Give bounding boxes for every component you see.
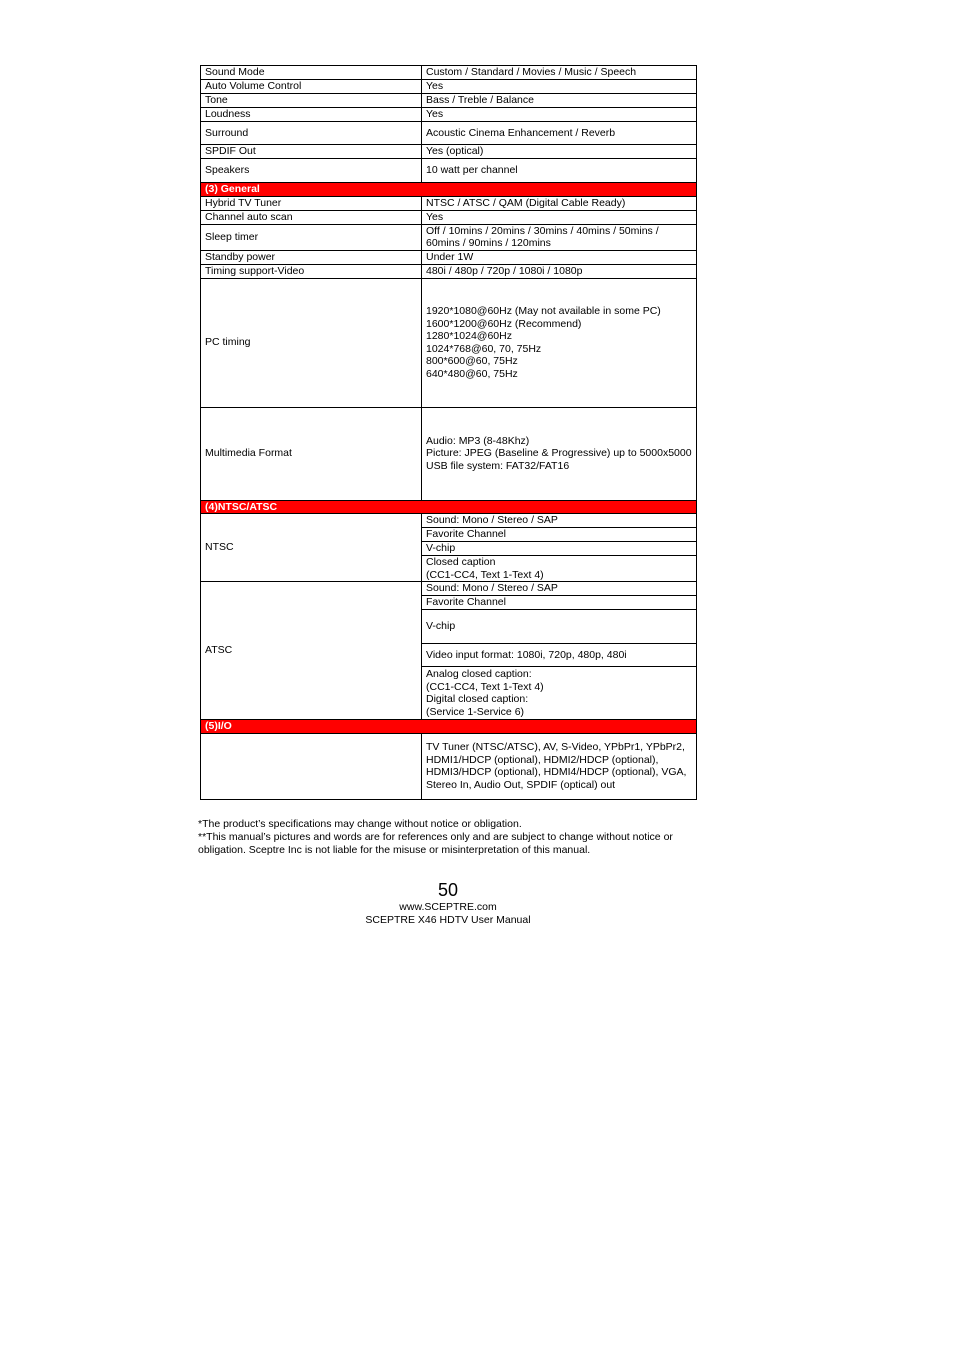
table-row [201, 224, 697, 250]
row-value: Yes [422, 108, 697, 122]
section-header-general [201, 183, 697, 197]
row-value: V-chip [422, 542, 697, 556]
row-value: Closed caption (CC1-CC4, Text 1-Text 4) [422, 556, 697, 582]
row-label: Speakers [201, 159, 422, 183]
table-row [201, 159, 697, 183]
row-label: Surround [201, 122, 422, 145]
disclaimer-notes [198, 818, 698, 857]
row-value: Video input format: 1080i, 720p, 480p, 480i [422, 644, 697, 667]
row-label: Sound Mode [201, 66, 422, 80]
section-header-ntsc-atsc [201, 500, 697, 514]
row-label: Hybrid TV Tuner [201, 196, 422, 210]
row-label: Multimedia Format [201, 407, 422, 500]
row-label: Sleep timer [201, 224, 422, 250]
table-row [201, 122, 697, 145]
table-row [201, 210, 697, 224]
row-value: Custom / Standard / Movies / Music / Speech [422, 66, 697, 80]
row-label: Channel auto scan [201, 210, 422, 224]
footer-website: www.SCEPTRE.com [399, 901, 497, 913]
table-row [201, 407, 697, 500]
row-value: Yes [422, 80, 697, 94]
row-label: Tone [201, 94, 422, 108]
row-value: Sound: Mono / Stereo / SAP [422, 514, 697, 528]
row-value: 1920*1080@60Hz (May not available in some PC) 1600*1200@60Hz (Recommend) 1280*1024@60Hz 1024*768@60, 70, 75Hz 800*600@60, 75Hz 640*480@60, 75Hz [422, 278, 697, 407]
row-value: 10 watt per channel [422, 159, 697, 183]
page-footer [298, 879, 598, 927]
disclaimer-note-2: **This manual’s pictures and words are for references only and are subject to change without notice or obligation. Sceptre Inc is not liable for the misuse or misinterpretation of this manual. [198, 831, 673, 856]
row-value: Favorite Channel [422, 596, 697, 610]
row-value: Yes [422, 210, 697, 224]
table-row [201, 264, 697, 278]
ntsc-label: NTSC [201, 514, 422, 582]
row-value: Under 1W [422, 250, 697, 264]
table-row [201, 108, 697, 122]
row-value: Favorite Channel [422, 528, 697, 542]
row-value: Sound: Mono / Stereo / SAP [422, 582, 697, 596]
row-value: V-chip [422, 610, 697, 644]
row-label: SPDIF Out [201, 145, 422, 159]
row-label [201, 733, 422, 799]
row-label: Standby power [201, 250, 422, 264]
table-row [201, 145, 697, 159]
row-label: Loudness [201, 108, 422, 122]
table-row [201, 250, 697, 264]
row-label: Timing support-Video [201, 264, 422, 278]
row-value: Off / 10mins / 20mins / 30mins / 40mins / 50mins / 60mins / 90mins / 120mins [422, 224, 697, 250]
row-label: Auto Volume Control [201, 80, 422, 94]
table-row [201, 514, 697, 528]
row-value: Audio: MP3 (8-48Khz) Picture: JPEG (Baseline & Progressive) up to 5000x5000 USB file system: FAT32/FAT16 [422, 407, 697, 500]
section-header-io [201, 720, 697, 734]
row-value: TV Tuner (NTSC/ATSC), AV, S-Video, YPbPr1, YPbPr2, HDMI1/HDCP (optional), HDMI2/HDCP (optional), HDMI3/HDCP (optional), HDMI4/HDCP (optional), VGA, Stereo In, Audio Out, SPDIF (optical) out [422, 733, 697, 799]
row-value: 480i / 480p / 720p / 1080i / 1080p [422, 264, 697, 278]
atsc-label: ATSC [201, 582, 422, 720]
table-row [201, 582, 697, 596]
table-row [201, 80, 697, 94]
section-title: (5)I/O [201, 720, 697, 734]
table-row [201, 733, 697, 799]
row-value: NTSC / ATSC / QAM (Digital Cable Ready) [422, 196, 697, 210]
row-value: Acoustic Cinema Enhancement / Reverb [422, 122, 697, 145]
page-number: 50 [437, 880, 459, 900]
row-label: PC timing [201, 278, 422, 407]
row-value: Analog closed caption: (CC1-CC4, Text 1-Text 4) Digital closed caption: (Service 1-Service 6) [422, 667, 697, 720]
table-row [201, 94, 697, 108]
table-row [201, 196, 697, 210]
footer-manual-title: SCEPTRE X46 HDTV User Manual [365, 914, 531, 926]
spec-table [200, 65, 697, 800]
row-value: Yes (optical) [422, 145, 697, 159]
table-row [201, 66, 697, 80]
disclaimer-note-1: *The product’s specifications may change without notice or obligation. [198, 818, 522, 830]
section-title: (3) General [201, 183, 697, 197]
row-value: Bass / Treble / Balance [422, 94, 697, 108]
table-row [201, 278, 697, 407]
section-title: (4)NTSC/ATSC [201, 500, 697, 514]
